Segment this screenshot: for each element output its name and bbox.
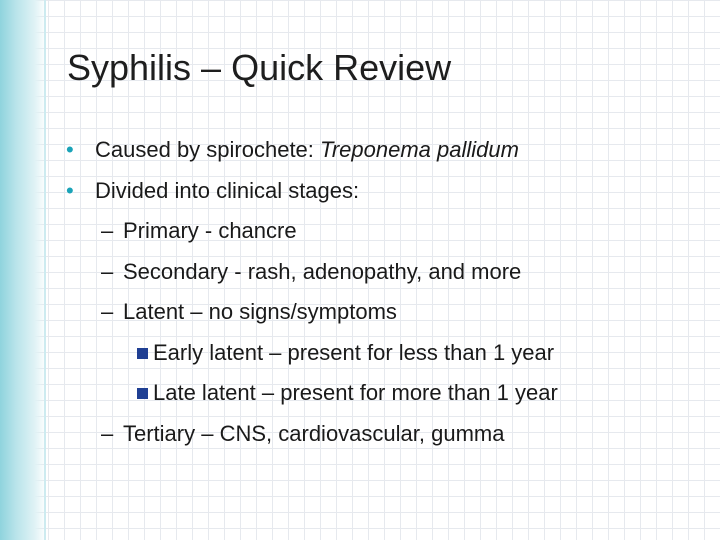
sub-bullet-item [58,252,698,293]
dash-marker: – [101,299,114,324]
dash-marker: – [101,258,114,284]
bullet-dot: • [66,137,74,162]
dash-marker: – [101,420,114,446]
bullet-item [58,171,698,212]
sub-bullet-item [58,414,698,455]
sub-bullet-text: Primary - chancre [123,218,297,243]
bullet-item [58,130,698,171]
bullet-text: Caused by spirochete: [95,137,321,162]
sub-bullet-text: Secondary - rash, adenopathy, and more [123,258,522,284]
bullet-text: Divided into clinical stages: [95,177,360,203]
sub-bullet-item [58,292,698,333]
square-bullet-icon [137,348,148,359]
sub-sub-bullet-item [58,373,698,414]
sub-sub-bullet-text: Early latent – present for less than 1 year [153,339,555,365]
left-accent-band [0,0,46,540]
bullet-dot: • [66,177,74,203]
slide-body [58,130,698,454]
left-accent-line [44,0,46,540]
square-bullet-icon [137,388,148,399]
sub-bullet-text: Latent – no signs/symptoms [123,299,397,324]
sub-bullet-item [58,211,698,252]
dash-marker: – [101,218,114,243]
bullet-italic-text: Treponema pallidum [320,137,519,162]
slide-title: Syphilis – Quick Review [67,47,452,88]
sub-bullet-text: Tertiary – CNS, cardiovascular, gumma [123,420,505,446]
sub-sub-bullet-text: Late latent – present for more than 1 year [153,380,558,405]
sub-sub-bullet-item [58,333,698,374]
